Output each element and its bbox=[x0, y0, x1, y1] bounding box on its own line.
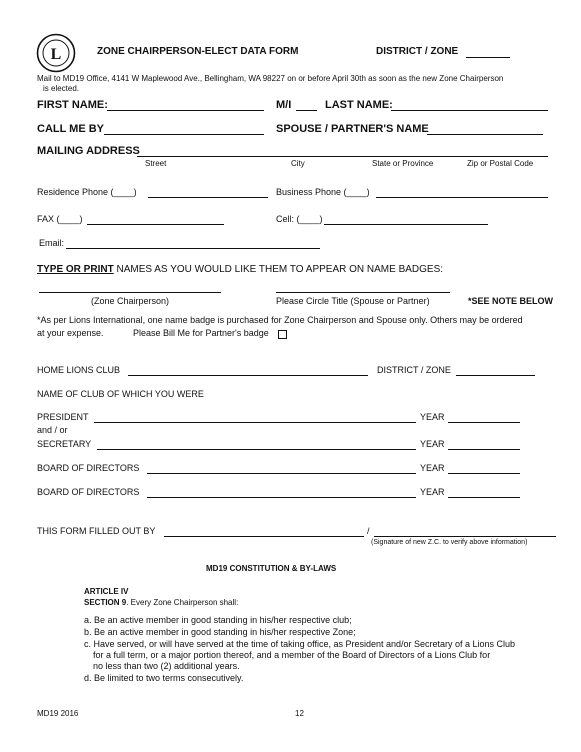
state-caption: State or Province bbox=[372, 159, 434, 168]
fax-input[interactable] bbox=[87, 224, 224, 225]
street-caption: Street bbox=[145, 159, 167, 168]
president-input[interactable] bbox=[94, 422, 416, 423]
call-me-by-label: CALL ME BY bbox=[37, 123, 105, 135]
president-label: PRESIDENT bbox=[37, 412, 89, 422]
residence-phone-input[interactable] bbox=[148, 197, 268, 198]
badge-note-2: at your expense. bbox=[37, 328, 104, 338]
signature-caption: (Signature of new Z.C. to verify above information) bbox=[371, 539, 528, 546]
and-or-label: and / or bbox=[37, 425, 68, 435]
rule-item-c: c. Have served, or will have served at the time of taking office, as President and/or Secretary of a Lions Club bbox=[84, 639, 516, 649]
mail-instructions-2: is elected. bbox=[43, 84, 80, 93]
rule-item-d: d. Be limited to two terms consecutively. bbox=[84, 673, 244, 683]
name-of-club-label: NAME OF CLUB OF WHICH YOU WERE bbox=[37, 389, 204, 399]
lions-logo bbox=[36, 33, 76, 73]
mailing-address-input[interactable] bbox=[137, 156, 548, 157]
board-2-year-input[interactable] bbox=[448, 497, 520, 498]
zone-chair-badge-input[interactable] bbox=[39, 292, 221, 293]
logo-letter: L bbox=[50, 46, 62, 63]
district-zone-header-input[interactable] bbox=[466, 57, 510, 58]
signature-slash: / bbox=[367, 526, 370, 536]
email-input[interactable] bbox=[66, 248, 320, 249]
footer-doc-id: MD19 2016 bbox=[37, 709, 79, 718]
page-number: 12 bbox=[295, 709, 304, 718]
board-2-year-label: YEAR bbox=[420, 487, 445, 497]
form-title: ZONE CHAIRPERSON-ELECT DATA FORM bbox=[97, 46, 299, 57]
secretary-label: SECRETARY bbox=[37, 439, 92, 449]
mail-instructions: Mail to MD19 Office, 4141 W Maplewood Ave., Bellingham, WA 98227 on or before April 30th as soon as the new Zone Chairperson bbox=[37, 74, 504, 83]
secretary-year-input[interactable] bbox=[448, 449, 520, 450]
city-caption: City bbox=[291, 159, 305, 168]
email-label: Email: bbox=[39, 238, 65, 248]
rule-item-c-2: for a full term, or a major portion thereof, and a member of the Board of Directors of a Lions Club for bbox=[93, 650, 491, 660]
board-1-year-input[interactable] bbox=[448, 473, 520, 474]
last-name-input[interactable] bbox=[391, 110, 548, 111]
call-me-by-input[interactable] bbox=[104, 134, 264, 135]
first-name-input[interactable] bbox=[107, 110, 264, 111]
rule-item-a: a. Be an active member in good standing in his/her respective club; bbox=[84, 615, 352, 625]
mailing-address-label: MAILING ADDRESS bbox=[37, 145, 140, 157]
filled-by-input[interactable] bbox=[164, 536, 364, 537]
spouse-partner-label: SPOUSE / PARTNER'S NAME bbox=[276, 123, 429, 135]
cell-label: Cell: (____) bbox=[276, 214, 323, 224]
last-name-label: LAST NAME: bbox=[325, 99, 393, 111]
section-heading: SECTION 9. Every Zone Chairperson shall: bbox=[84, 598, 239, 607]
badge-note: *As per Lions International, one name badge is purchased for Zone Chairperson and Spouse only. Others may be ordered bbox=[37, 315, 523, 325]
secretary-input[interactable] bbox=[97, 449, 416, 450]
zone-chair-caption: (Zone Chairperson) bbox=[91, 296, 170, 306]
board-1-year-label: YEAR bbox=[420, 463, 445, 473]
board-1-input[interactable] bbox=[147, 473, 416, 474]
constitution-title: MD19 CONSTITUTION & BY-LAWS bbox=[206, 564, 337, 573]
district-zone-label: DISTRICT / ZONE bbox=[376, 46, 459, 57]
bill-me-label: Please Bill Me for Partner's badge bbox=[133, 328, 269, 338]
mi-label: M/I bbox=[276, 99, 292, 111]
president-year-input[interactable] bbox=[448, 422, 520, 423]
residence-phone-label: Residence Phone (____) bbox=[37, 187, 137, 197]
mi-input[interactable] bbox=[296, 110, 317, 111]
see-note-below: *SEE NOTE BELOW bbox=[468, 296, 554, 306]
business-phone-input[interactable] bbox=[376, 197, 548, 198]
badge-heading: TYPE OR PRINT NAMES AS YOU WOULD LIKE THEM TO APPEAR ON NAME BADGES: bbox=[37, 264, 444, 275]
board-2-label: BOARD OF DIRECTORS bbox=[37, 487, 140, 497]
signature-input[interactable] bbox=[374, 536, 556, 537]
bill-me-checkbox[interactable] bbox=[278, 330, 287, 339]
spouse-partner-input[interactable] bbox=[427, 134, 543, 135]
club-district-zone-label: DISTRICT / ZONE bbox=[377, 365, 451, 375]
cell-input[interactable] bbox=[324, 224, 488, 225]
home-club-label: HOME LIONS CLUB bbox=[37, 365, 121, 375]
article-heading: ARTICLE IV bbox=[84, 587, 129, 596]
rule-item-b: b. Be an active member in good standing in his/her respective Zone; bbox=[84, 627, 356, 637]
president-year-label: YEAR bbox=[420, 412, 445, 422]
business-phone-label: Business Phone (____) bbox=[276, 187, 370, 197]
circle-title-caption: Please Circle Title (Spouse or Partner) bbox=[276, 296, 430, 306]
partner-badge-input[interactable] bbox=[276, 292, 450, 293]
board-1-label: BOARD OF DIRECTORS bbox=[37, 463, 140, 473]
zip-caption: Zip or Postal Code bbox=[467, 159, 534, 168]
home-club-input[interactable] bbox=[128, 375, 368, 376]
first-name-label: FIRST NAME: bbox=[37, 99, 108, 111]
board-2-input[interactable] bbox=[147, 497, 416, 498]
secretary-year-label: YEAR bbox=[420, 439, 445, 449]
fax-label: FAX (____) bbox=[37, 214, 83, 224]
rule-item-c-3: no less than two (2) additional years. bbox=[93, 661, 240, 671]
filled-by-label: THIS FORM FILLED OUT BY bbox=[37, 526, 156, 536]
club-district-zone-input[interactable] bbox=[456, 375, 535, 376]
